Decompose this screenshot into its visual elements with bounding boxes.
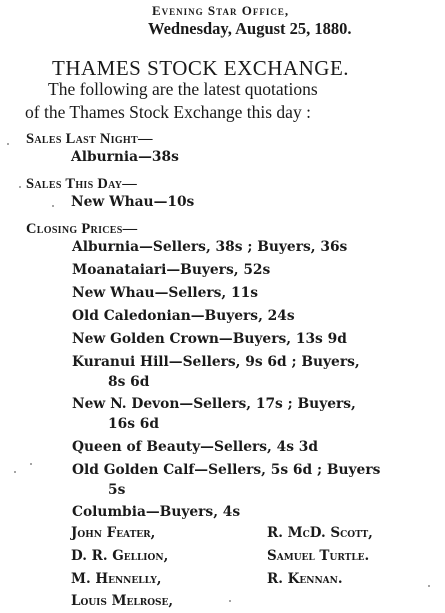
signatory-left: Louis Melrose, bbox=[71, 593, 174, 609]
signatory-right: Samuel Turtle. bbox=[267, 548, 370, 564]
sales-this-day-entry: New Whau—10s bbox=[71, 194, 195, 210]
signatory-left: John Feater, bbox=[71, 525, 156, 541]
signatory-right: R. Kennan. bbox=[267, 571, 343, 587]
closing-price-line: New N. Devon—Sellers, 17s ; Buyers, bbox=[72, 396, 356, 412]
closing-price-line: Alburnia—Sellers, 38s ; Buyers, 36s bbox=[72, 239, 348, 255]
closing-price-line: 5s bbox=[108, 482, 126, 498]
closing-price-line: Columbia—Buyers, 4s bbox=[72, 504, 241, 520]
print-speck bbox=[229, 600, 231, 602]
closing-price-line: Old Golden Calf—Sellers, 5s 6d ; Buyers bbox=[72, 462, 381, 478]
closing-price-line: New Golden Crown—Buyers, 13s 9d bbox=[72, 331, 347, 347]
sales-last-night-heading: Sales Last Night— bbox=[26, 131, 153, 147]
closing-prices-heading: Closing Prices— bbox=[26, 221, 138, 237]
sales-last-night-entry: Alburnia—38s bbox=[71, 149, 179, 165]
print-speck bbox=[7, 143, 9, 145]
closing-price-line: New Whau—Sellers, 11s bbox=[72, 285, 258, 301]
closing-price-line: Queen of Beauty—Sellers, 4s 3d bbox=[72, 439, 319, 455]
headline: THAMES STOCK EXCHANGE. bbox=[52, 56, 350, 80]
closing-price-line: Moanataiari—Buyers, 52s bbox=[72, 262, 271, 278]
print-speck bbox=[428, 585, 430, 587]
closing-price-line: Kuranui Hill—Sellers, 9s 6d ; Buyers, bbox=[72, 354, 360, 370]
print-speck bbox=[52, 205, 54, 207]
signatory-left: D. R. Gellion, bbox=[71, 548, 169, 564]
office-line: Evening Star Office, bbox=[152, 3, 290, 18]
closing-price-line: 16s 6d bbox=[108, 416, 160, 432]
intro-line-2: of the Thames Stock Exchange this day : bbox=[25, 102, 311, 122]
print-speck bbox=[30, 463, 32, 465]
intro-line-1: The following are the latest quotations bbox=[48, 79, 318, 99]
dateline: Wednesday, August 25, 1880. bbox=[148, 19, 352, 38]
closing-price-line: 8s 6d bbox=[108, 374, 150, 390]
closing-price-line: Old Caledonian—Buyers, 24s bbox=[72, 308, 295, 324]
sales-this-day-heading: Sales This Day— bbox=[26, 176, 138, 192]
signatory-right: R. McD. Scott, bbox=[267, 525, 373, 541]
signatory-left: M. Hennelly, bbox=[71, 571, 162, 587]
print-speck bbox=[19, 186, 21, 188]
print-speck bbox=[14, 471, 16, 473]
